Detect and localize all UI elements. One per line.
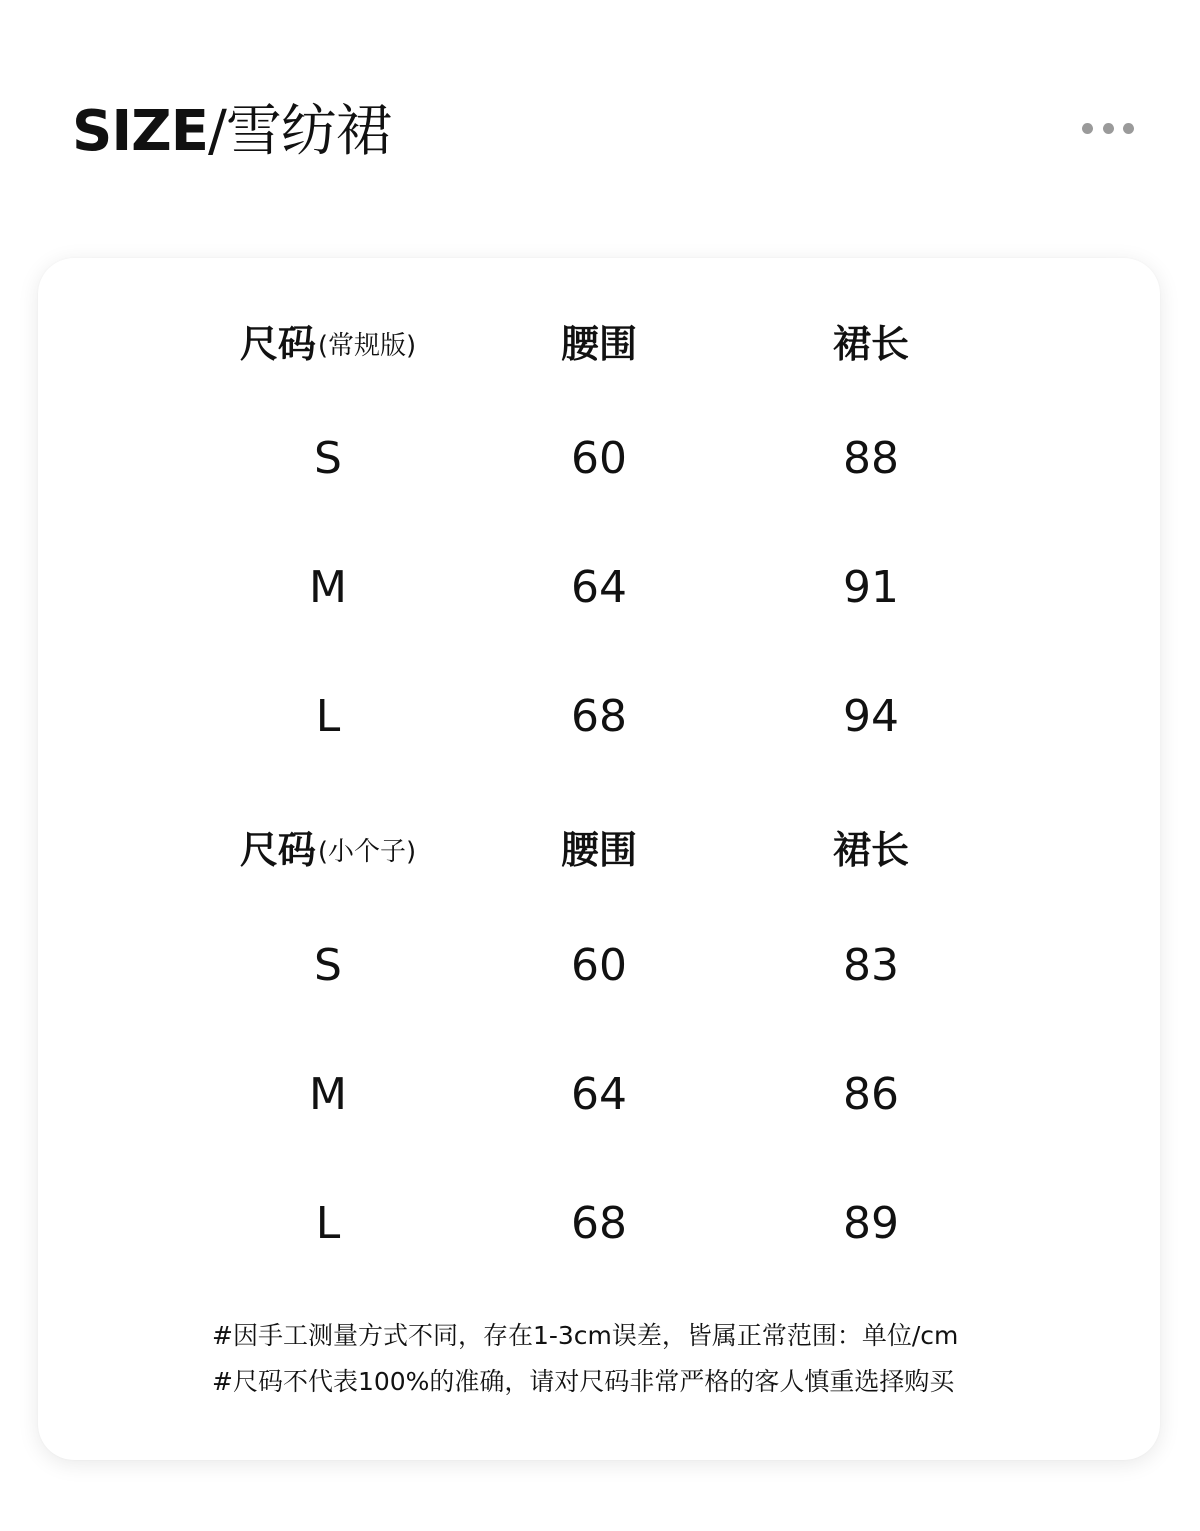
length-cell: 91 xyxy=(843,561,899,613)
table-row xyxy=(38,408,1160,508)
waist-cell: 68 xyxy=(571,690,627,742)
length-cell: 88 xyxy=(843,432,899,484)
size-cell: L xyxy=(315,1197,341,1249)
page-title xyxy=(72,92,391,172)
table-header-regular xyxy=(38,290,1160,390)
header-waist: 腰围 xyxy=(560,827,637,872)
header-size xyxy=(198,796,458,896)
header-size-variant: (常规版) xyxy=(317,330,417,361)
table-header-petite xyxy=(38,796,1160,896)
waist-cell: 60 xyxy=(571,432,627,484)
length-cell: 86 xyxy=(843,1068,899,1120)
more-dot xyxy=(1123,123,1134,134)
table-row xyxy=(38,537,1160,637)
header-size-variant: (小个子) xyxy=(317,836,417,867)
waist-cell: 64 xyxy=(571,1068,627,1120)
title-en: SIZE xyxy=(72,99,209,164)
note-line: #因手工测量方式不同，存在1-3cm误差，皆属正常范围：单位/cm xyxy=(212,1321,959,1350)
waist-cell: 60 xyxy=(571,939,627,991)
length-cell: 83 xyxy=(843,939,899,991)
note-line: #尺码不代表100%的准确，请对尺码非常严格的客人慎重选择购买 xyxy=(212,1367,955,1396)
more-dot xyxy=(1082,123,1093,134)
title-cn: 雪纺裙 xyxy=(225,99,391,164)
waist-cell: 64 xyxy=(571,561,627,613)
table-row xyxy=(38,1173,1160,1273)
header-size-label: 尺码 xyxy=(239,827,316,872)
length-cell: 94 xyxy=(843,690,899,742)
table-row xyxy=(38,915,1160,1015)
header-length: 裙长 xyxy=(832,321,909,366)
title-slash: / xyxy=(208,99,226,164)
more-dot xyxy=(1103,123,1114,134)
size-cell: S xyxy=(314,432,342,484)
more-options-icon[interactable] xyxy=(1082,121,1134,135)
header-waist: 腰围 xyxy=(560,321,637,366)
header-length: 裙长 xyxy=(832,827,909,872)
size-cell: M xyxy=(309,561,347,613)
waist-cell: 68 xyxy=(571,1197,627,1249)
length-cell: 89 xyxy=(843,1197,899,1249)
table-row xyxy=(38,1044,1160,1144)
header-size xyxy=(198,290,458,390)
size-notes xyxy=(212,1313,1012,1405)
size-cell: L xyxy=(315,690,341,742)
size-cell: S xyxy=(314,939,342,991)
header-size-label: 尺码 xyxy=(239,321,316,366)
table-row xyxy=(38,666,1160,766)
size-chart-card xyxy=(38,258,1160,1460)
size-cell: M xyxy=(309,1068,347,1120)
